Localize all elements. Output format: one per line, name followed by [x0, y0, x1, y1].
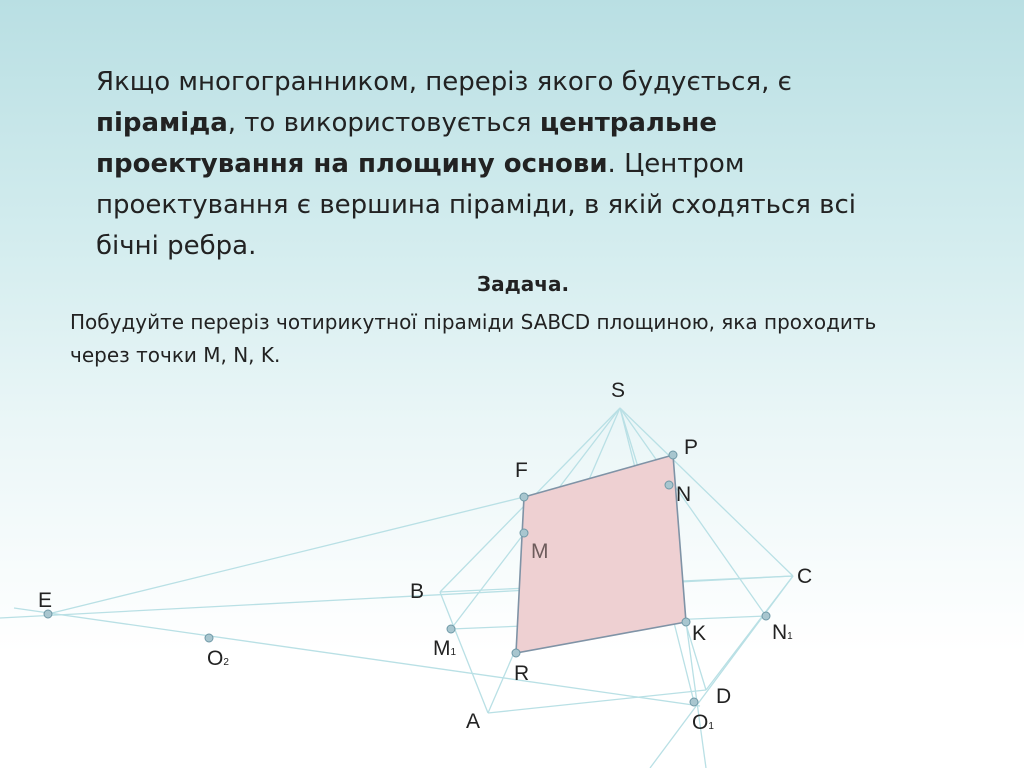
label-P: P [684, 436, 699, 459]
label-M1: M1 [433, 637, 457, 660]
intro-bold-projection: центральне проектування на площину основи [96, 108, 718, 179]
label-O2: O2 [207, 647, 229, 670]
label-O1: O1 [692, 711, 714, 734]
label-N: N [676, 483, 692, 506]
task-title: Задача. [476, 272, 570, 296]
label-N1: N1 [772, 621, 793, 644]
line-E-F [48, 497, 524, 614]
point-N1 [762, 612, 770, 620]
point-M [520, 529, 528, 537]
label-K: K [692, 622, 707, 645]
label-F: F [515, 459, 528, 482]
label-D: D [716, 685, 732, 708]
point-K [682, 618, 690, 626]
point-N [665, 481, 673, 489]
label-M: M [531, 540, 549, 563]
intro-text-1: Якщо многогранником, переріз якого будується, є [96, 67, 792, 97]
intro-bold-pyramid: піраміда [96, 108, 228, 138]
point-F [520, 493, 528, 501]
label-S: S [611, 379, 626, 402]
point-O1 [690, 698, 698, 706]
point-labels [38, 379, 812, 734]
base-DA [488, 690, 706, 713]
point-O2 [205, 634, 213, 642]
intro-text-3: . Центром проектування є вершина піраміди, в якій сходяться всі бічні ребра. [96, 149, 856, 261]
label-B: B [410, 580, 425, 603]
label-C: C [797, 565, 813, 588]
point-P [669, 451, 677, 459]
label-R: R [514, 662, 530, 685]
label-A: A [466, 710, 481, 733]
point-M1 [447, 625, 455, 633]
intro-text-2: , то використовується [227, 108, 540, 138]
point-R [512, 649, 520, 657]
label-E: E [38, 589, 53, 612]
task-text: Побудуйте переріз чотирикутної піраміди SABCD площиною, яка проходить через точки M, N, K. [70, 310, 877, 367]
